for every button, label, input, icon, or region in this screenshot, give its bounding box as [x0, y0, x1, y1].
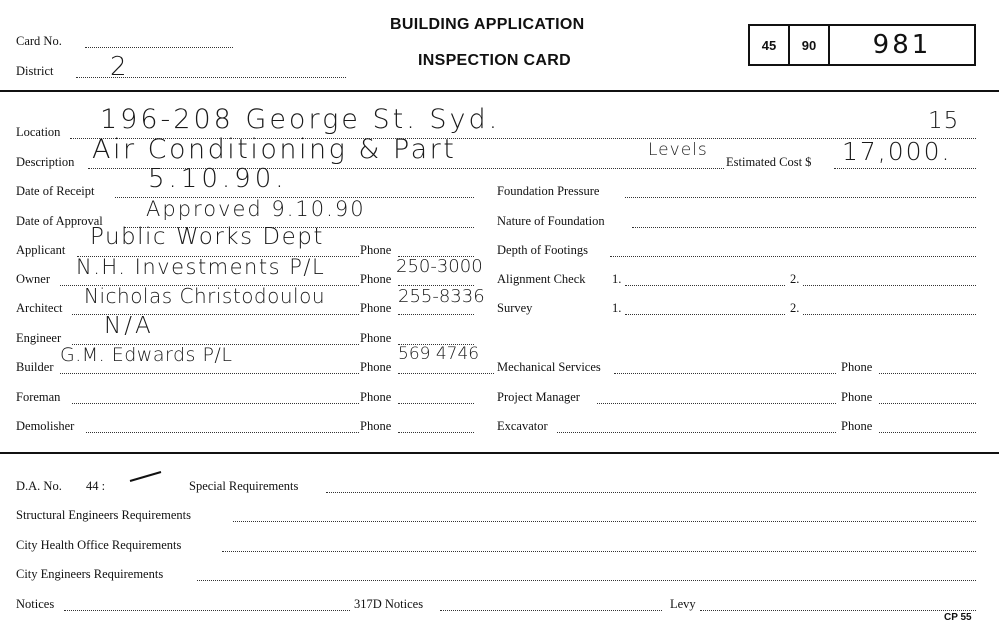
card-no-line — [85, 47, 233, 48]
applicant-phone-label: Phone — [360, 243, 392, 257]
project-manager-phone-label: Phone — [841, 390, 873, 404]
description-levels: Levels — [648, 140, 708, 160]
applicant-value: Public Works Dept — [90, 224, 324, 250]
special-line — [326, 492, 976, 493]
da-label: D.A. No. — [16, 479, 62, 493]
special-label: Special Requirements — [189, 479, 299, 493]
health-line — [222, 551, 976, 552]
mechanical-phone-label: Phone — [841, 360, 873, 374]
demolisher-line — [86, 432, 359, 433]
survey-num-2: 2. — [790, 301, 800, 315]
notices-317d-label: 317D Notices — [354, 597, 424, 611]
foreman-label: Foreman — [16, 390, 61, 404]
architect-value: Nicholas Christodoulou — [84, 284, 326, 308]
owner-phone-label: Phone — [360, 272, 392, 286]
foreman-phone-line — [398, 403, 474, 404]
da-dash-mark — [128, 470, 164, 484]
builder-phone-label: Phone — [360, 360, 392, 374]
engineers-label: City Engineers Requirements — [16, 567, 164, 581]
survey-label: Survey — [497, 301, 533, 315]
architect-phone-label: Phone — [360, 301, 392, 315]
card-no-label: Card No. — [16, 34, 62, 48]
mechanical-label: Mechanical Services — [497, 360, 601, 374]
demolisher-label: Demolisher — [16, 419, 75, 433]
engineer-phone-label: Phone — [360, 331, 392, 345]
depth-footings-label: Depth of Footings — [497, 243, 588, 257]
description-label: Description — [16, 155, 75, 169]
notices-317d-line — [440, 610, 662, 611]
mechanical-phone-line — [879, 373, 976, 374]
box-2: 90 — [788, 24, 830, 66]
project-manager-line — [597, 403, 836, 404]
foreman-phone-label: Phone — [360, 390, 392, 404]
engineer-value: N/A — [104, 313, 154, 339]
district-value: 2 — [110, 52, 128, 82]
levy-line — [700, 610, 976, 611]
demolisher-phone-label: Phone — [360, 419, 392, 433]
builder-label: Builder — [16, 360, 54, 374]
estimated-cost-line — [834, 168, 976, 169]
excavator-phone-line — [879, 432, 976, 433]
demolisher-phone-line — [398, 432, 474, 433]
district-label: District — [16, 64, 54, 78]
excavator-label: Excavator — [497, 419, 548, 433]
approval-value: Approved 9.10.90 — [146, 197, 366, 221]
receipt-label: Date of Receipt — [16, 184, 95, 198]
survey-line-2 — [803, 314, 976, 315]
structural-line — [233, 521, 976, 522]
builder-value: G.M. Edwards P/L — [60, 344, 233, 366]
receipt-value: 5.10.90. — [148, 164, 288, 194]
engineers-line — [197, 580, 976, 581]
builder-line — [60, 373, 359, 374]
alignment-check-label: Alignment Check — [497, 272, 586, 286]
notices-line — [64, 610, 350, 611]
levy-label: Levy — [670, 597, 696, 611]
builder-phone: 569 4746 — [398, 344, 480, 364]
nature-foundation-label: Nature of Foundation — [497, 214, 605, 228]
depth-footings-line — [610, 256, 976, 257]
location-label: Location — [16, 125, 61, 139]
alignment-num-1: 1. — [612, 272, 622, 286]
description-value: Air Conditioning & Part — [92, 134, 457, 165]
estimated-cost-value: 17,000. — [842, 137, 952, 166]
nature-foundation-line — [632, 227, 976, 228]
architect-phone: 255-8336 — [398, 286, 485, 307]
box-3: 981 — [828, 24, 976, 66]
engineer-label: Engineer — [16, 331, 62, 345]
architect-label: Architect — [16, 301, 63, 315]
da-value: 44 : — [86, 479, 106, 493]
mechanical-line — [614, 373, 836, 374]
structural-label: Structural Engineers Requirements — [16, 508, 191, 522]
alignment-line-1 — [625, 285, 785, 286]
health-label: City Health Office Requirements — [16, 538, 182, 552]
alignment-num-2: 2. — [790, 272, 800, 286]
survey-num-1: 1. — [612, 301, 622, 315]
approval-label: Date of Approval — [16, 214, 103, 228]
foundation-pressure-line — [625, 197, 976, 198]
notices-label: Notices — [16, 597, 55, 611]
owner-label: Owner — [16, 272, 51, 286]
form-code: CP 55 — [944, 612, 972, 623]
estimated-cost-label: Estimated Cost $ — [726, 155, 812, 169]
title-line2: INSPECTION CARD — [418, 52, 571, 69]
builder-phone-line — [398, 373, 494, 374]
foundation-pressure-label: Foundation Pressure — [497, 184, 600, 198]
excavator-line — [557, 432, 836, 433]
middle-rule — [0, 452, 999, 454]
architect-phone-line — [398, 314, 474, 315]
alignment-line-2 — [803, 285, 976, 286]
owner-phone: 250-3000 — [396, 256, 483, 277]
top-rule — [0, 90, 999, 92]
project-manager-label: Project Manager — [497, 390, 580, 404]
location-level: 15 — [928, 108, 960, 134]
box-1: 45 — [748, 24, 790, 66]
location-value: 196-208 George St. Syd. — [100, 104, 501, 135]
project-manager-phone-line — [879, 403, 976, 404]
foreman-line — [72, 403, 359, 404]
survey-line-1 — [625, 314, 785, 315]
title-line1: BUILDING APPLICATION — [390, 16, 585, 33]
excavator-phone-label: Phone — [841, 419, 873, 433]
owner-value: N.H. Investments P/L — [76, 255, 326, 279]
applicant-label: Applicant — [16, 243, 66, 257]
